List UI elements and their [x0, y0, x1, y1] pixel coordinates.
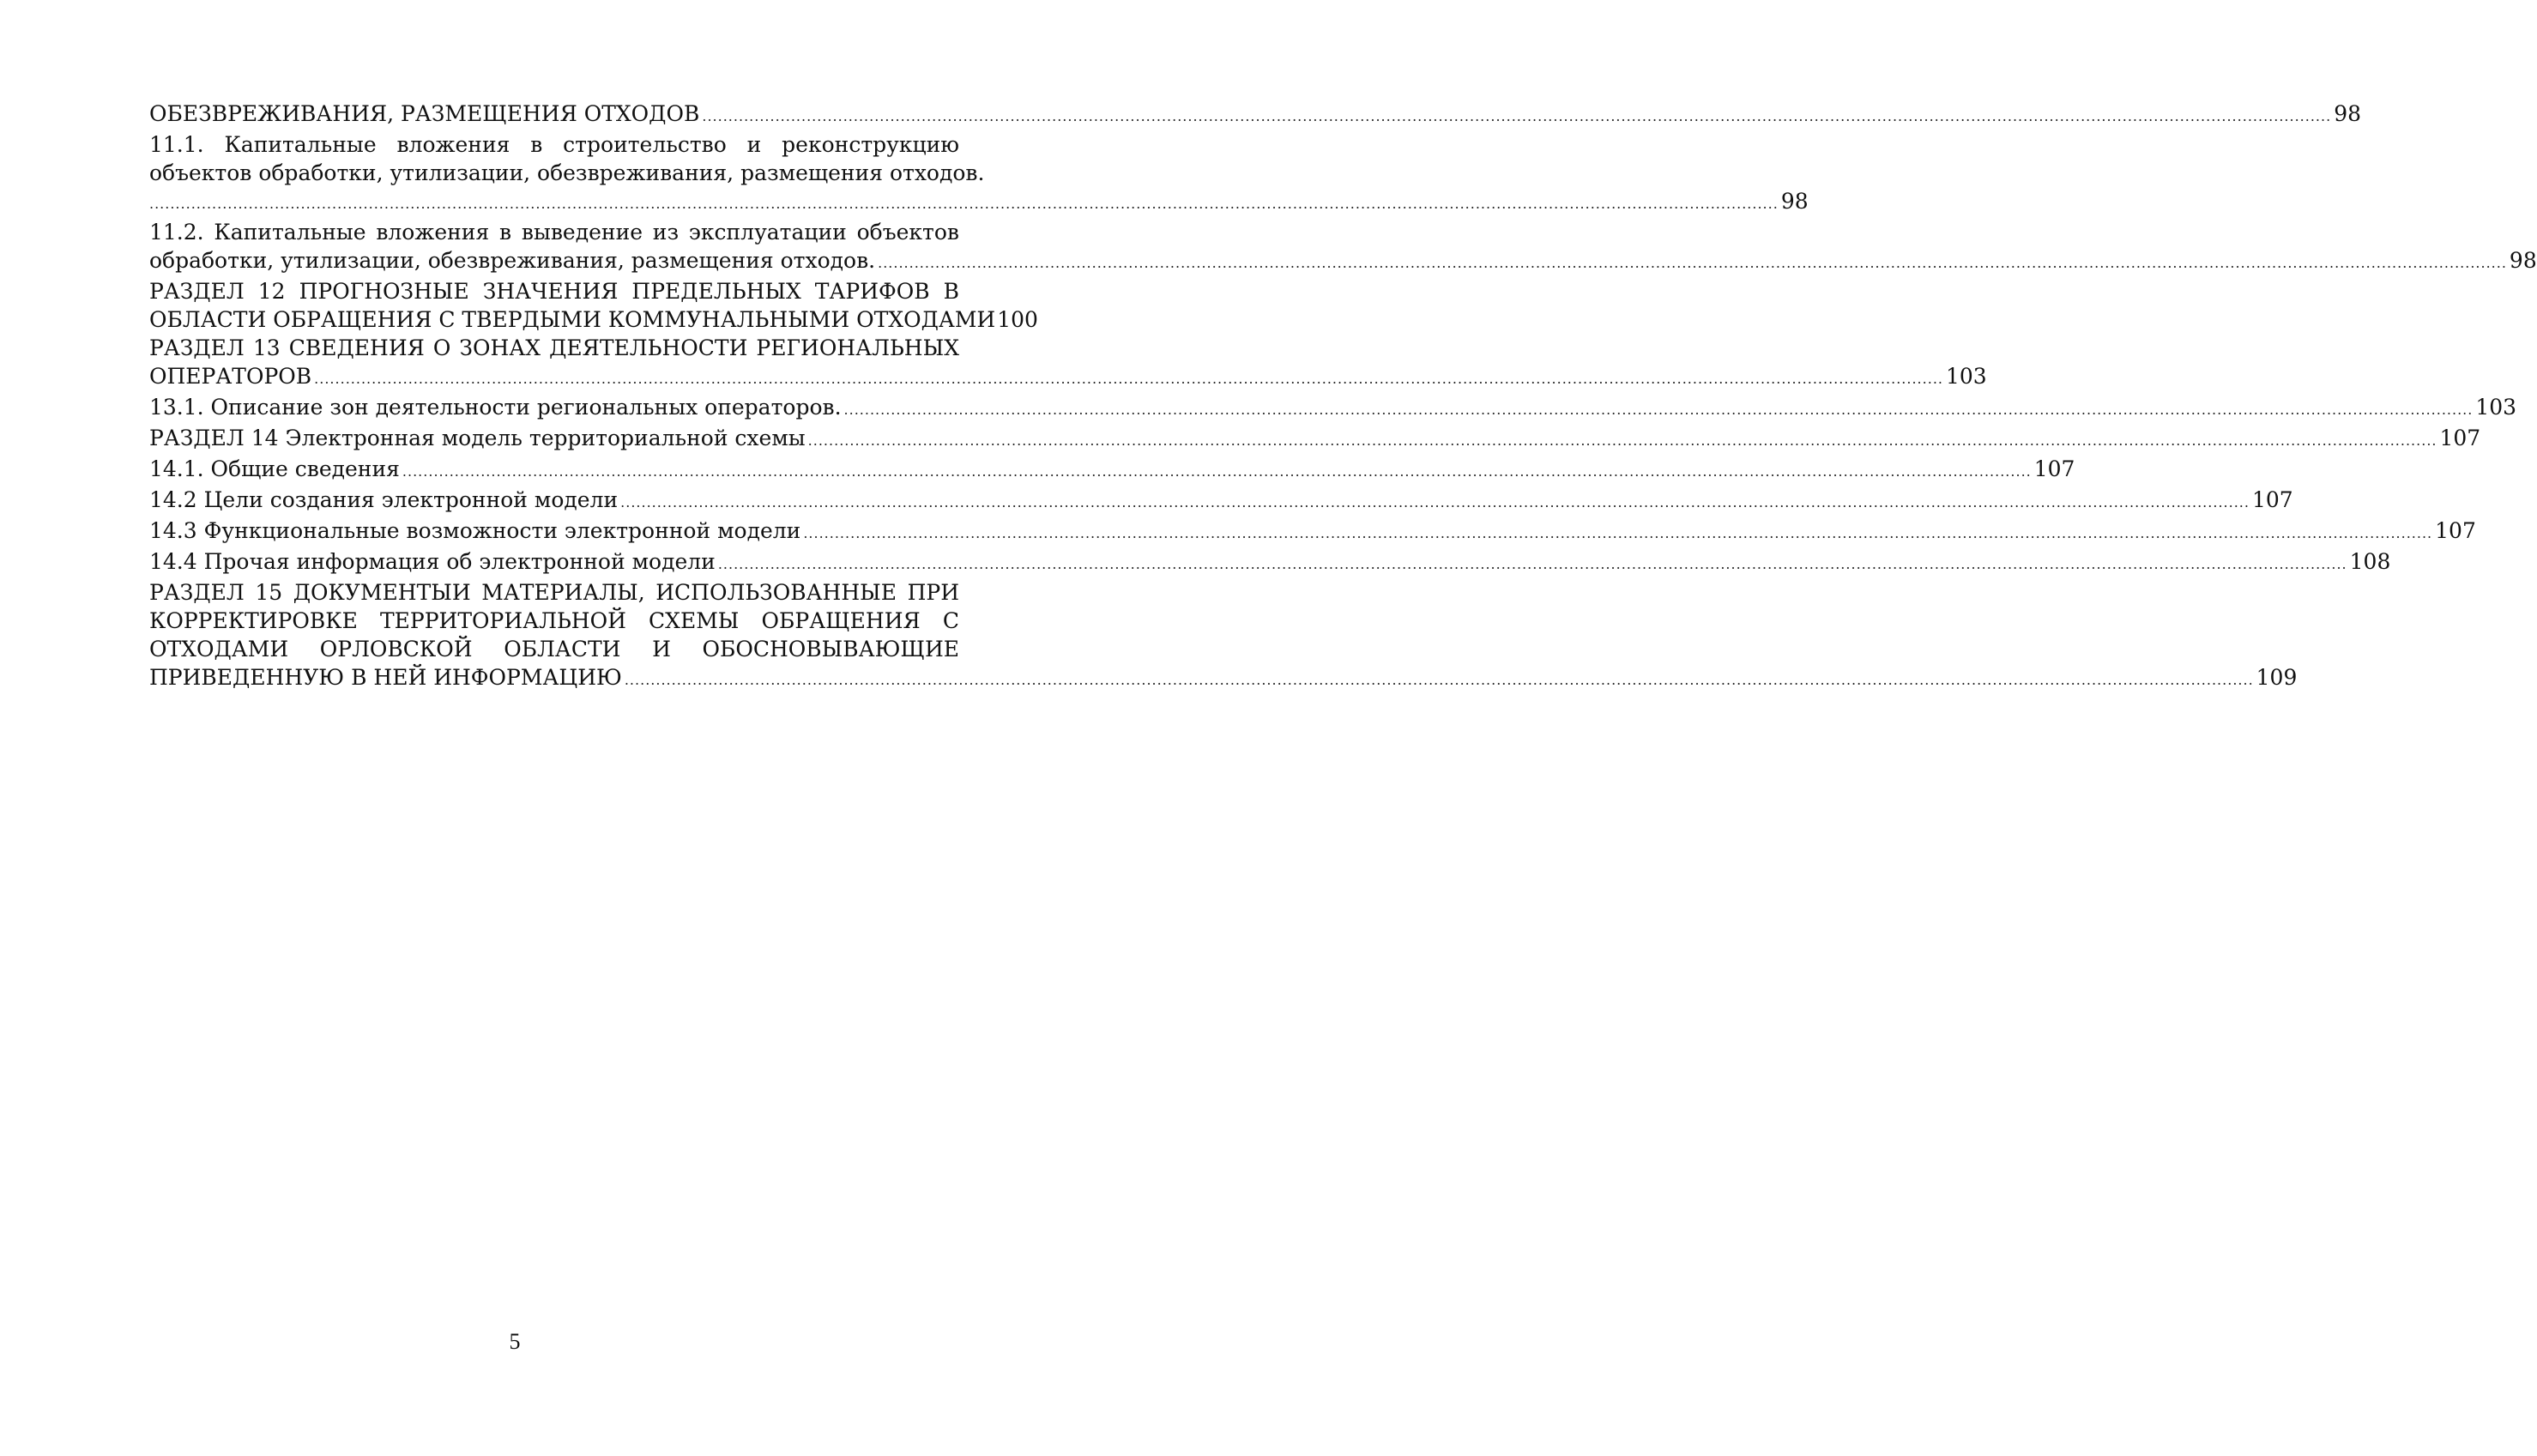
dot-leader	[803, 519, 2432, 547]
toc-page-number: 100	[997, 307, 1038, 332]
toc-page-number: 108	[2349, 549, 2391, 574]
dot-leader	[718, 550, 2347, 578]
toc-entry[interactable]	[149, 517, 2476, 547]
toc-entry[interactable]	[149, 424, 2481, 455]
dot-leader	[878, 249, 2507, 277]
toc-entry-line: объектов обработки, утилизации, обезвреживания, размещения отходов.	[149, 160, 985, 185]
toc-entry-title: 14.4 Прочая информация об электронной модели	[149, 549, 716, 574]
toc-entry-title: ПРИВЕДЕННУЮ В НЕЙ ИНФОРМАЦИЮ	[149, 665, 622, 690]
toc-entry-title: ОБЕЗВРЕЖИВАНИЯ, РАЗМЕЩЕНИЯ ОТХОДОВ	[149, 101, 700, 126]
toc-entry-title: 14.3 Функциональные возможности электронной модели	[149, 518, 801, 543]
toc-page-number: 103	[2475, 395, 2517, 420]
toc-entry[interactable]	[149, 578, 2298, 694]
table-of-contents	[149, 100, 2537, 694]
toc-entry-title: 13.1. Описание зон деятельности региональных операторов.	[149, 395, 842, 420]
toc-page-number: 103	[1945, 364, 1987, 389]
dot-leader	[844, 396, 2474, 424]
toc-entry-title: 14.2 Цели создания электронной модели	[149, 487, 619, 512]
toc-entry[interactable]	[149, 393, 2517, 424]
toc-entry-line: КОРРЕКТИРОВКЕ ТЕРРИТОРИАЛЬНОЙ СХЕМЫ ОБРАЩЕНИЯ С	[149, 608, 959, 633]
toc-entry[interactable]	[149, 130, 1809, 218]
dot-leader	[702, 102, 2331, 130]
toc-entry-row	[149, 424, 2481, 455]
toc-entry-row	[149, 455, 2075, 486]
toc-entry[interactable]	[149, 218, 2537, 277]
dot-leader	[625, 666, 2254, 694]
toc-entry-row	[149, 362, 1987, 393]
toc-entry-row	[149, 100, 2361, 130]
toc-entry[interactable]	[149, 277, 1038, 334]
toc-entry-row	[149, 246, 2537, 277]
toc-entry[interactable]	[149, 100, 2361, 130]
toc-entry-line: ОТХОДАМИ ОРЛОВСКОЙ ОБЛАСТИ И ОБОСНОВЫВАЮЩИЕ	[149, 637, 959, 662]
toc-entry-row	[149, 393, 2517, 424]
toc-entry-line: 11.1. Капитальные вложения в строительство и реконструкцию	[149, 132, 959, 157]
toc-entry-title: обработки, утилизации, обезвреживания, размещения отходов.	[149, 248, 876, 273]
toc-entry-title: ОПЕРАТОРОВ	[149, 364, 312, 389]
toc-entry-title: РАЗДЕЛ 14 Электронная модель территориальной схемы	[149, 426, 806, 450]
toc-entry-line: РАЗДЕЛ 12 ПРОГНОЗНЫЕ ЗНАЧЕНИЯ ПРЕДЕЛЬНЫХ ТАРИФОВ В	[149, 279, 959, 304]
toc-entry-row	[149, 547, 2391, 578]
toc-page-number: 98	[2334, 101, 2361, 126]
toc-page-number: 98	[2509, 248, 2537, 273]
toc-page-number: 98	[1780, 189, 1809, 214]
toc-entry[interactable]	[149, 547, 2391, 578]
dot-leader	[149, 190, 1779, 218]
dot-leader	[314, 365, 1943, 393]
toc-page-number: 107	[2033, 456, 2075, 481]
toc-entry-line: РАЗДЕЛ 13 СВЕДЕНИЯ О ЗОНАХ ДЕЯТЕЛЬНОСТИ РЕГИОНАЛЬНЫХ	[149, 335, 959, 360]
toc-entry-line: 11.2. Капитальные вложения в выведение из эксплуатации объектов	[149, 220, 959, 245]
page-number: 5	[509, 1329, 521, 1354]
toc-entry[interactable]	[149, 486, 2293, 517]
toc-page-number: 107	[2435, 518, 2476, 543]
dot-leader	[808, 426, 2437, 455]
toc-page-number: 107	[2251, 487, 2293, 512]
toc-page-number: 107	[2439, 426, 2481, 450]
toc-entry-row	[149, 517, 2476, 547]
toc-entry-row	[149, 486, 2293, 517]
toc-entry-row	[149, 663, 2298, 694]
dot-leader	[620, 488, 2250, 517]
toc-entry[interactable]	[149, 334, 1987, 393]
toc-page-number: 109	[2256, 665, 2298, 690]
toc-entry-title: ОБЛАСТИ ОБРАЩЕНИЯ С ТВЕРДЫМИ КОММУНАЛЬНЫМИ ОТХОДАМИ	[149, 307, 996, 332]
toc-entry[interactable]	[149, 455, 2075, 486]
toc-entry-line: РАЗДЕЛ 15 ДОКУМЕНТЫИ МАТЕРИАЛЫ, ИСПОЛЬЗОВАННЫЕ ПРИ	[149, 580, 959, 605]
toc-entry-title: 14.1. Общие сведения	[149, 456, 400, 481]
toc-entry-row	[149, 187, 1809, 218]
dot-leader	[402, 457, 2032, 486]
toc-entry-row	[149, 305, 1038, 334]
